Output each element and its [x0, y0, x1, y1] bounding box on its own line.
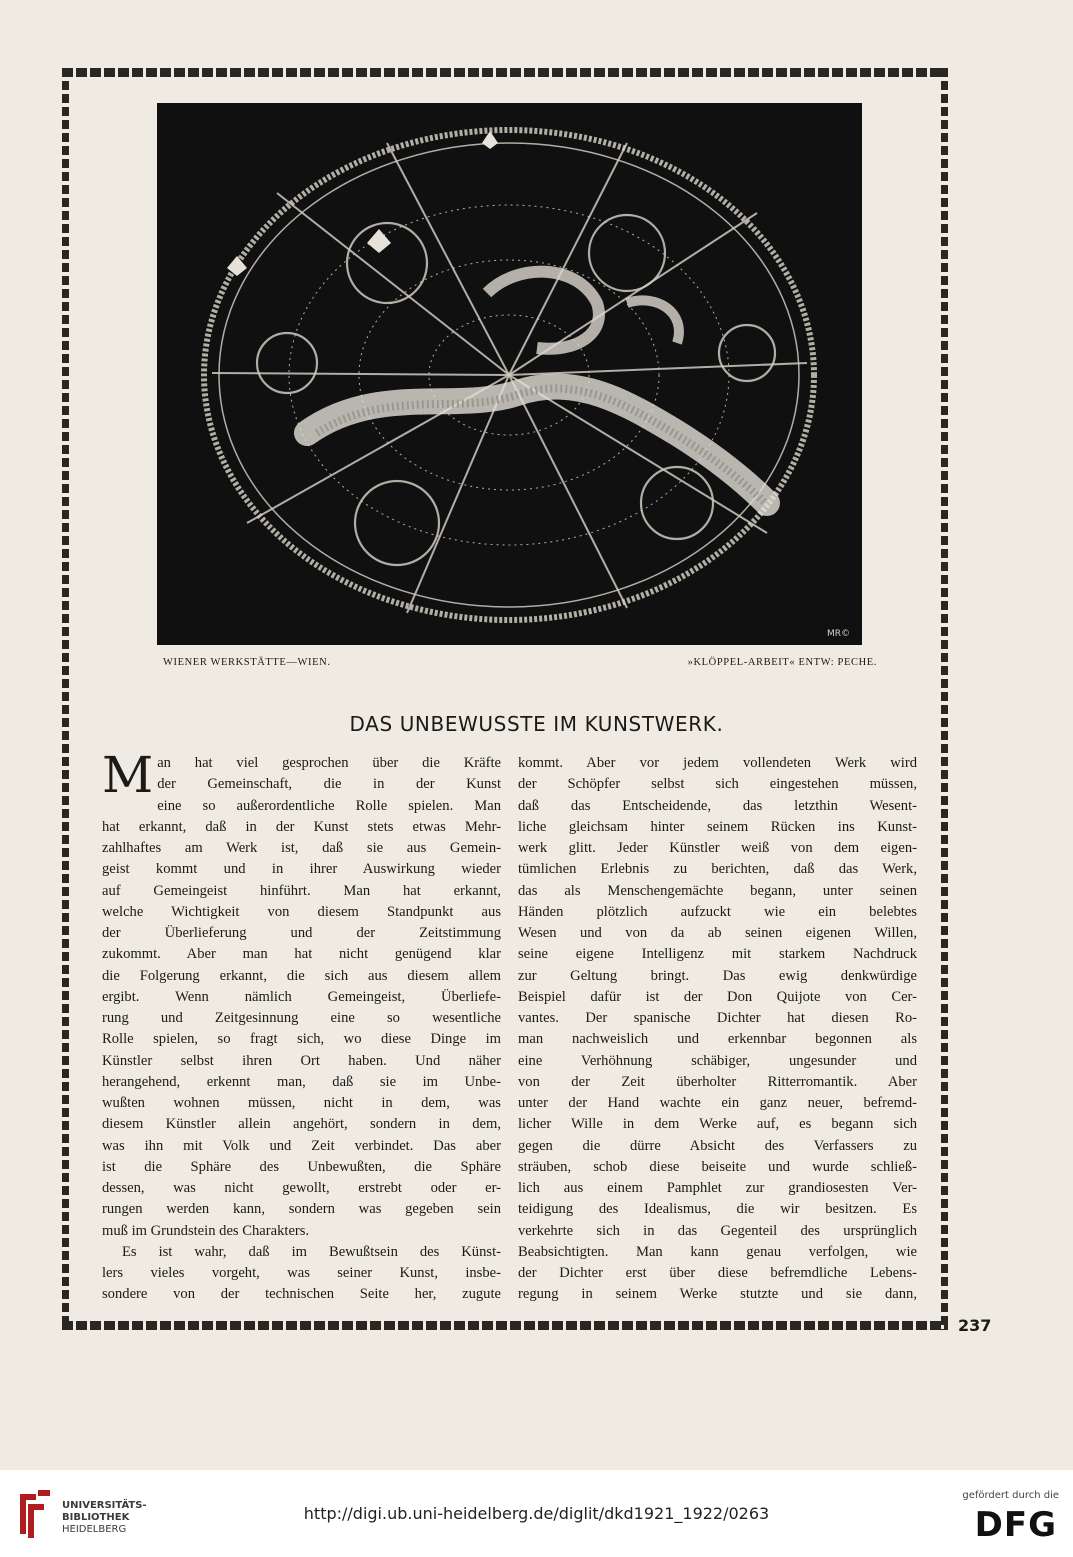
text-line: verkehrte sich in das Gegenteil des ursprünglich: [518, 1222, 917, 1239]
text-column-right: [518, 753, 917, 1306]
article-heading: DAS UNBEWUSSTE IM KUNSTWERK.: [349, 712, 724, 736]
photo-monogram: MR©: [826, 629, 850, 639]
text-line: liche gleichsam hinter seinem Rücken ins Kunst-: [518, 818, 917, 835]
text-line: regung in seinem Werke stutzte und sie dann,: [518, 1286, 917, 1303]
text-line: Beabsichtigten. Man kann genau verfolgen, wie: [518, 1243, 917, 1260]
text-line: geist kommt und in ihrer Auswirkung wieder: [102, 861, 501, 878]
text-line: herangehend, erkennt man, daß sie im Unbe-: [102, 1073, 501, 1090]
text-line: lich aus einem Pamphlet zur grandiosesten Ver-: [518, 1180, 917, 1196]
text-line: was ihn mit Volk und Zeit verbindet. Das aber: [102, 1137, 501, 1154]
text-line: der Schöpfer selbst sich eingestehen müssen,: [518, 776, 917, 793]
text-line: ist die Sphäre des Unbewußten, die Sphäre: [102, 1158, 501, 1175]
text-line: der Überlieferung und der Zeitstimmung: [102, 925, 501, 941]
text-line: diesem Künstler allein angehört, sondern in dem,: [102, 1116, 501, 1133]
text-line: zur Geltung bringt. Das ewig denkwürdige: [518, 967, 917, 984]
border-left: [62, 68, 69, 1330]
text-line: zukommt. Aber man hat nicht genügend klar: [102, 946, 501, 963]
text-line: eine Verhöhnung schäbiger, ungesunder und: [518, 1052, 917, 1069]
text-line: Es ist wahr, daß im Bewußtsein des Künst-: [122, 1243, 501, 1260]
text-line: der Gemeinschaft, die in der Kunst: [157, 776, 501, 793]
text-line: lers vieles vorgeht, was seiner Kunst, insbe-: [102, 1265, 501, 1281]
source-url-link[interactable]: http://digi.ub.uni-heidelberg.de/diglit/dkd1921_1922/0263: [303, 1504, 770, 1523]
text-column-left: [102, 746, 501, 1306]
text-line: das als Menschengemächte begann, unter seinen: [518, 882, 917, 899]
text-line: Händen plötzlich aufzuckt wie ein belebtes: [518, 903, 917, 920]
text-line: dessen, was nicht gewollt, erstrebt oder er-: [102, 1180, 501, 1196]
text-line: auf Gemeingeist hinführt. Man hat erkannt,: [102, 882, 501, 899]
text-line: man nachweislich und erkennbar begonnen als: [518, 1031, 917, 1048]
drop-cap: M: [102, 746, 154, 804]
text-line: rungen werden kann, sondern was gegeben sein: [102, 1201, 501, 1218]
text-line: die Folgerung erkannt, die sich aus diesem allem: [102, 967, 501, 984]
text-line: tümlichen Erlebnis zu berichten, daß das Werk,: [518, 861, 917, 878]
text-line: seine eigene Intelligenz mit starkem Nachdruck: [518, 946, 917, 963]
text-line: kommt. Aber vor jedem vollendeten Werk wird: [518, 755, 917, 771]
text-line: muß im Grundstein des Charakters.: [102, 1222, 310, 1239]
text-line: an hat viel gesprochen über die Kräfte: [157, 755, 501, 771]
funding-label: gefördert durch die: [962, 1490, 1059, 1501]
text-line: Rolle spielen, so fragt sich, wo diese Dinge im: [102, 1031, 501, 1048]
lace-illustration: [157, 103, 862, 645]
library-name-line: UNIVERSITÄTS-: [62, 1500, 147, 1511]
text-line: sträuben, schob diese beiseite und wurde schließ-: [518, 1158, 917, 1175]
text-line: vantes. Der spanische Dichter hat diesen Ro-: [518, 1010, 917, 1026]
digitization-footer: [0, 1470, 1073, 1557]
dfg-logo: DFG: [974, 1505, 1057, 1545]
text-line: eine so außerordentliche Rolle spielen. Man: [157, 797, 501, 814]
text-line: der Dichter erst über diese befremdliche Lebens-: [518, 1265, 917, 1281]
text-line: von der Zeit überholter Ritterromantik. Aber: [518, 1073, 917, 1090]
border-right: [941, 68, 948, 1330]
text-line: welche Wichtigkeit von diesem Standpunkt aus: [102, 903, 501, 920]
lace-photograph: [157, 103, 862, 645]
text-line: werk glitt. Jeder Künstler weiß von dem eigen-: [518, 840, 917, 856]
library-name-line: BIBLIOTHEK: [62, 1512, 130, 1523]
text-line: licher Wille in dem Werke auf, es begann sich: [518, 1116, 917, 1133]
library-name-line: HEIDELBERG: [62, 1524, 127, 1535]
text-line: gegen die dürre Absicht des Verfassers zu: [518, 1137, 917, 1154]
text-line: Beispiel dafür ist der Don Quijote von Cer-: [518, 988, 917, 1005]
text-line: teidigung des Idealismus, die wir besitzen. Es: [518, 1201, 917, 1218]
text-line: sondere von der technischen Seite her, zugute: [102, 1286, 501, 1303]
caption-right: »KLÖPPEL-ARBEIT« ENTW: PECHE.: [687, 657, 877, 668]
text-line: hat erkannt, daß in der Kunst stets etwas Mehr-: [102, 818, 501, 835]
text-line: ergibt. Wenn nämlich Gemeingeist, Überliefe-: [102, 988, 501, 1005]
text-line: Künstler selbst ihren Ort haben. Und näher: [102, 1052, 501, 1069]
text-line: wußten wohnen müssen, nicht in dem, was: [102, 1095, 501, 1111]
border-top: [62, 68, 948, 77]
text-line: unter der Hand wachte ein ganz neuer, befremd-: [518, 1095, 917, 1111]
text-line: Wesen und von da ab seinen eigenen Willen,: [518, 925, 917, 941]
page-number: 237: [958, 1316, 992, 1335]
caption-left: WIENER WERKSTÄTTE—WIEN.: [163, 657, 331, 668]
text-line: rung und Zeitgesinnung eine so wesentliche: [102, 1010, 501, 1026]
text-line: daß das Entscheidende, das letzthin Wesent-: [518, 797, 917, 814]
text-line: zahlhaftes am Werk ist, daß sie aus Gemein-: [102, 840, 501, 856]
border-bottom: [62, 1321, 948, 1330]
